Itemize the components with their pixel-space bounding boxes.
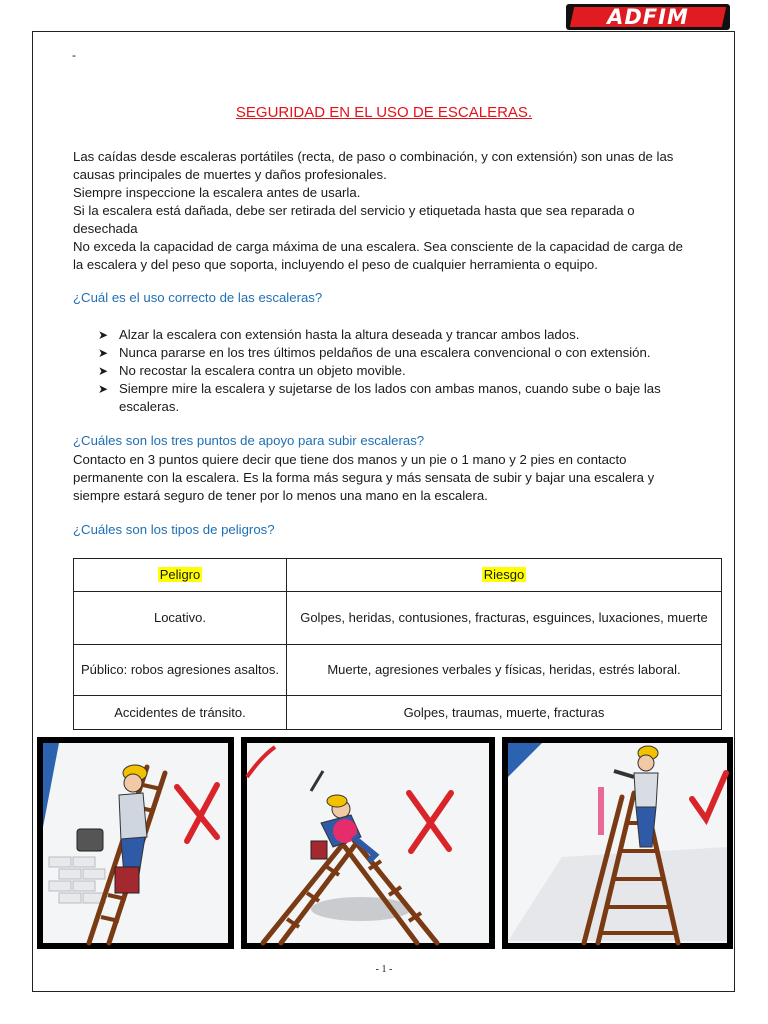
table-cell: Golpes, traumas, muerte, fracturas [287, 696, 722, 730]
intro-line: Las caídas desde escaleras portátiles (recta, de paso o combinación, y con extensión) son unas de las causas principales de muertes y daños profesionales. [73, 149, 674, 182]
logo-text: ADFIM [607, 5, 689, 29]
table-header-cell: Peligro [74, 559, 287, 592]
hazards-table [73, 558, 722, 730]
page-number: - 1 - [375, 964, 393, 975]
list-item: ➤ No recostar la escalera contra un objeto movible. [98, 363, 406, 378]
arrow-bullet-icon: ➤ [98, 382, 109, 396]
question-correct-use: ¿Cuál es el uso correcto de las escaleras? [73, 290, 323, 305]
intro-line: Si la escalera está dañada, debe ser retirada del servicio y etiquetada hasta que sea reparada o desechada [73, 203, 635, 236]
arrow-bullet-icon: ➤ [98, 364, 109, 378]
illustration-falling-wrong [241, 737, 495, 949]
table-cell: Muerte, agresiones verbales y físicas, heridas, estrés laboral. [287, 645, 722, 696]
table-header-row [74, 559, 722, 592]
arrow-bullet-icon: ➤ [98, 346, 109, 360]
illustration-climbing-wrong [37, 737, 234, 949]
table-cell: Locativo. [74, 592, 287, 645]
arrow-bullet-icon: ➤ [98, 328, 109, 342]
intro-line: No exceda la capacidad de carga máxima de una escalera. Sea consciente de la capacidad de carga de la escalera y del peso que soporta, incluyendo el peso de cualquier herramienta o equipo. [73, 239, 683, 272]
table-header-cell: Riesgo [287, 559, 722, 592]
table-row [74, 696, 722, 730]
intro-paragraph [73, 148, 695, 274]
question-support-points: ¿Cuáles son los tres puntos de apoyo para subir escaleras? [73, 433, 425, 448]
intro-line: Siempre inspeccione la escalera antes de usarla. [73, 185, 361, 200]
list-item: ➤ Siempre mire la escalera y sujetarse de los lados con ambas manos, cuando sube o baje las escaleras. [98, 381, 661, 414]
illustration-stepladder-correct [502, 737, 733, 949]
list-item: ➤ Nunca pararse en los tres últimos peldaños de una escalera convencional o con extensión. [98, 345, 651, 360]
table-row [74, 592, 722, 645]
adfim-logo [566, 4, 730, 30]
page-title: SEGURIDAD EN EL USO DE ESCALERAS. [235, 104, 533, 121]
support-points-answer: Contacto en 3 puntos quiere decir que tiene dos manos y un pie o 1 mano y 2 pies en contacto permanente con la escalera. Es la forma más segura y más sensata de subir y bajar una escalera y siempre estará seguro de tener por lo menos una mano en la escalera. [73, 452, 655, 503]
table-cell: Accidentes de tránsito. [74, 696, 287, 730]
dash-mark: - [72, 48, 76, 62]
correct-use-list [73, 326, 695, 416]
table-cell: Golpes, heridas, contusiones, fracturas, esguinces, luxaciones, muerte [287, 592, 722, 645]
list-item: ➤ Alzar la escalera con extensión hasta la altura deseada y trancar ambos lados. [98, 327, 580, 342]
table-row [74, 645, 722, 696]
table-cell: Público: robos agresiones asaltos. [74, 645, 287, 696]
question-hazard-types: ¿Cuáles son los tipos de peligros? [73, 522, 275, 537]
